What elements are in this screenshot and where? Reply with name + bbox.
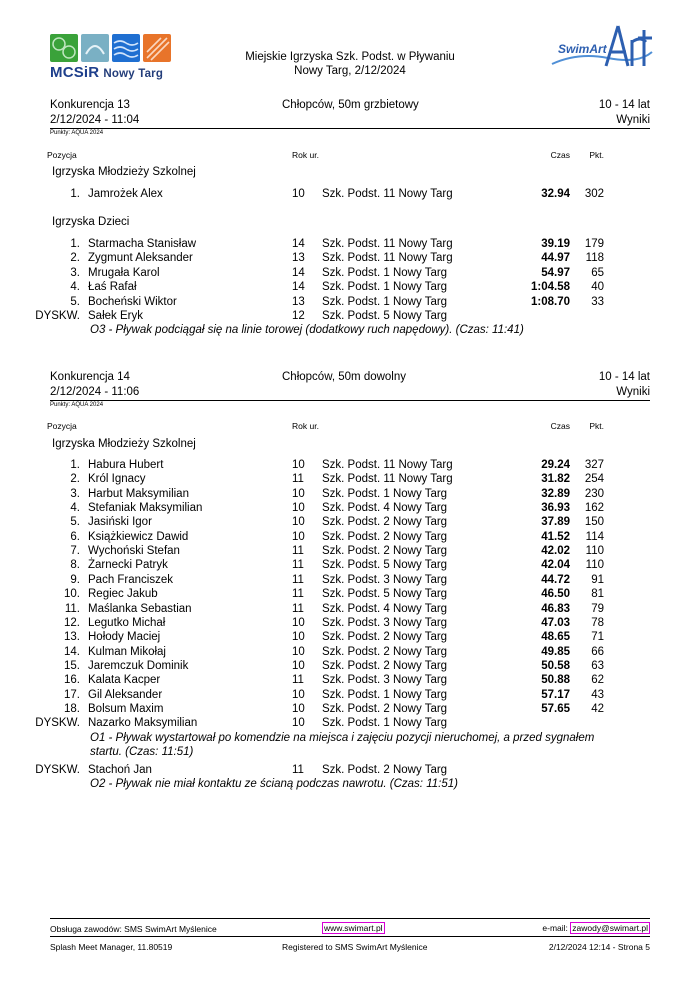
col-header-points: Pkt. <box>589 150 604 160</box>
result-time: 1:08.70 <box>530 295 570 308</box>
club-name: Szk. Podst. 2 Nowy Targ <box>322 702 448 715</box>
result-points: 40 <box>591 281 604 294</box>
table-row <box>0 473 700 487</box>
footer-organizer: Obsługa zawodów: SMS SwimArt Myślenice <box>50 924 217 934</box>
result-time: 46.50 <box>541 588 570 601</box>
col-header-pos: Pozycja <box>47 421 77 431</box>
swimmer-name: Wychoński Stefan <box>88 545 180 558</box>
result-points: 150 <box>584 516 604 529</box>
swimmer-name: Kulman Mikołaj <box>88 645 166 658</box>
result-position: 5. <box>70 295 80 308</box>
result-time: 36.93 <box>541 502 570 515</box>
event-13-age: 10 - 14 lat <box>598 99 650 111</box>
birth-year: 10 <box>292 659 305 672</box>
event-14-name: Chłopców, 50m dowolny <box>282 371 407 383</box>
result-time: 44.72 <box>541 573 570 586</box>
club-name: Szk. Podst. 2 Nowy Targ <box>322 545 448 558</box>
footer-website-link[interactable]: www.swimart.pl <box>324 923 383 933</box>
result-position: 11. <box>64 602 80 615</box>
swimmer-name: Bolsum Maxim <box>88 702 164 715</box>
result-position: 9. <box>70 573 80 586</box>
result-points: 179 <box>584 238 604 250</box>
table-row <box>0 488 700 502</box>
result-time: 29.24 <box>541 459 570 471</box>
result-points: 118 <box>585 252 604 265</box>
footer-divider <box>50 936 650 937</box>
result-points: 66 <box>591 645 604 658</box>
divider <box>50 128 650 129</box>
event-14-points-note: Punkty: AQUA 2024 <box>50 402 104 408</box>
swimmer-name: Jasiński Igor <box>88 516 152 529</box>
birth-year: 10 <box>292 502 305 515</box>
table-row <box>0 188 700 202</box>
club-name: Szk. Podst. 4 Nowy Targ <box>322 602 448 615</box>
result-time: 50.58 <box>541 659 570 672</box>
result-position: 3. <box>70 266 80 279</box>
disqualified-row <box>0 764 700 778</box>
club-name: Szk. Podst. 1 Nowy Targ <box>322 688 448 701</box>
birth-year: 10 <box>292 530 305 543</box>
result-points: 81 <box>591 588 604 601</box>
table-row <box>0 545 700 559</box>
club-name: Szk. Podst. 1 Nowy Targ <box>322 717 448 730</box>
birth-year: 10 <box>292 516 305 529</box>
divider <box>50 400 650 401</box>
result-points: 65 <box>591 266 604 279</box>
result-position: 12. <box>64 616 80 629</box>
table-row <box>0 588 700 602</box>
swimmer-name: Stachoń Jan <box>88 763 152 776</box>
swimmer-name: Legutko Michał <box>88 616 166 629</box>
result-position: 4. <box>70 281 80 294</box>
birth-year: 14 <box>292 281 305 294</box>
swimmer-name: Starmacha Stanisław <box>88 238 197 250</box>
result-position: 2. <box>70 252 80 265</box>
birth-year: 11 <box>292 559 304 572</box>
birth-year: 10 <box>292 459 305 471</box>
swimmer-name: Regiec Jakub <box>88 588 158 601</box>
table-row <box>0 689 700 703</box>
result-position: 6. <box>70 530 80 543</box>
birth-year: 10 <box>292 702 305 715</box>
result-position: DYSKW. <box>35 717 80 730</box>
result-position: 14. <box>64 645 80 658</box>
swimmer-name: Król Ignacy <box>88 473 146 486</box>
col-header-points: Pkt. <box>589 421 604 431</box>
swimmer-name: Kalata Kacper <box>88 674 161 687</box>
result-points: 43 <box>591 688 604 701</box>
event-14-datetime: 2/12/2024 - 11:06 <box>50 386 140 398</box>
table-row <box>0 267 700 281</box>
swimmer-name: Mrugała Karol <box>88 266 160 279</box>
club-name: Szk. Podst. 2 Nowy Targ <box>322 516 448 529</box>
group-title: Igrzyska Dzieci <box>52 216 130 228</box>
result-time: 48.65 <box>541 631 570 644</box>
result-position: 1. <box>70 459 80 471</box>
birth-year: 13 <box>292 252 305 265</box>
result-position: 4. <box>70 502 80 515</box>
result-time: 41.52 <box>541 530 570 543</box>
result-position: 2. <box>70 473 80 486</box>
result-points: 78 <box>591 616 604 629</box>
meet-subtitle: Nowy Targ, 2/12/2024 <box>294 65 406 77</box>
result-position: 5. <box>70 516 80 529</box>
birth-year: 10 <box>292 487 305 500</box>
swimmer-name: Maślanka Sebastian <box>88 602 192 615</box>
footer-email: e-mail: zawody@swimart.pl <box>542 923 648 933</box>
swimmer-name: Żarnecki Patryk <box>88 559 168 572</box>
event-13-datetime: 2/12/2024 - 11:04 <box>50 114 140 126</box>
result-position: 1. <box>70 188 80 200</box>
club-name: Szk. Podst. 2 Nowy Targ <box>322 659 448 672</box>
club-name: Szk. Podst. 2 Nowy Targ <box>322 645 448 658</box>
club-name: Szk. Podst. 5 Nowy Targ <box>322 559 448 572</box>
birth-year: 11 <box>292 674 304 687</box>
result-points: 230 <box>584 487 604 500</box>
birth-year: 10 <box>292 688 305 701</box>
meet-title: Miejskie Igrzyska Szk. Podst. w Pływaniu <box>245 51 455 63</box>
birth-year: 11 <box>292 573 304 586</box>
birth-year: 10 <box>292 188 305 200</box>
result-time: 42.02 <box>541 545 570 558</box>
col-header-year: Rok ur. <box>292 150 319 160</box>
result-points: 33 <box>591 295 604 308</box>
table-row <box>0 603 700 617</box>
table-row <box>0 502 700 516</box>
result-time: 49.85 <box>541 645 570 658</box>
result-points: 327 <box>584 459 604 471</box>
table-row <box>0 252 700 266</box>
result-time: 32.94 <box>541 188 570 200</box>
col-header-time: Czas <box>550 421 570 431</box>
club-name: Szk. Podst. 2 Nowy Targ <box>322 530 448 543</box>
result-points: 62 <box>591 674 604 687</box>
result-position: 7. <box>70 545 80 558</box>
table-row <box>0 646 700 660</box>
swimmer-name: Pach Franciszek <box>88 573 174 586</box>
swimmer-name: Bocheński Wiktor <box>88 295 177 308</box>
footer-printed: 2/12/2024 12:14 - Strona 5 <box>548 942 650 952</box>
birth-year: 10 <box>292 717 305 730</box>
table-row <box>0 531 700 545</box>
table-row <box>0 631 700 645</box>
result-points: 254 <box>584 473 604 486</box>
birth-year: 10 <box>292 645 305 658</box>
result-points: 162 <box>584 502 604 515</box>
disqualified-row <box>0 310 700 324</box>
swimmer-name: Jaremczuk Dominik <box>88 659 189 672</box>
footer-registered: Registered to SMS SwimArt Myślenice <box>282 942 428 952</box>
result-position: 3. <box>70 487 80 500</box>
swimmer-name: Hołody Maciej <box>88 631 161 644</box>
club-name: Szk. Podst. 5 Nowy Targ <box>322 310 448 322</box>
result-position: DYSKW. <box>35 763 80 776</box>
swimmer-name: Jamrożek Alex <box>88 188 163 200</box>
table-row <box>0 617 700 631</box>
result-time: 37.89 <box>541 516 570 529</box>
club-name: Szk. Podst. 11 Nowy Targ <box>322 238 453 250</box>
footer-email-link[interactable]: zawody@swimart.pl <box>572 923 648 933</box>
result-points: 63 <box>591 659 604 672</box>
swimmer-name: Łaś Rafał <box>88 281 137 294</box>
mcsir-logo-text: MCSiR Nowy Targ <box>50 64 164 81</box>
result-position: 17. <box>64 688 80 701</box>
result-points: 71 <box>591 631 604 644</box>
result-position: 18. <box>64 702 80 715</box>
swimmer-name: Zygmunt Aleksander <box>88 252 193 265</box>
club-name: Szk. Podst. 1 Nowy Targ <box>322 295 448 308</box>
result-time: 42.04 <box>541 559 570 572</box>
birth-year: 11 <box>292 602 304 615</box>
footer-divider <box>50 918 650 919</box>
club-name: Szk. Podst. 11 Nowy Targ <box>322 188 453 200</box>
group-title: Igrzyska Młodzieży Szkolnej <box>52 166 196 178</box>
result-time: 39.19 <box>541 238 570 250</box>
event-14-kind: Wyniki <box>616 386 650 398</box>
result-position: 8. <box>70 559 80 572</box>
club-name: Szk. Podst. 5 Nowy Targ <box>322 588 448 601</box>
swimmer-name: Sałek Eryk <box>88 310 143 322</box>
table-row <box>0 703 700 717</box>
result-time: 47.03 <box>541 616 570 629</box>
result-position: 13. <box>64 631 80 644</box>
result-position: DYSKW. <box>35 310 80 322</box>
birth-year: 14 <box>292 238 305 250</box>
result-points: 91 <box>591 573 604 586</box>
footer-software: Splash Meet Manager, 11.80519 <box>50 942 173 952</box>
result-points: 42 <box>591 702 604 715</box>
club-name: Szk. Podst. 11 Nowy Targ <box>322 459 453 471</box>
birth-year: 11 <box>292 545 304 558</box>
birth-year: 12 <box>292 310 305 322</box>
event-13-kind: Wyniki <box>616 114 650 126</box>
club-name: Szk. Podst. 2 Nowy Targ <box>322 763 448 776</box>
club-name: Szk. Podst. 3 Nowy Targ <box>322 674 448 687</box>
club-name: Szk. Podst. 1 Nowy Targ <box>322 281 448 294</box>
swimmer-name: Stefaniak Maksymilian <box>88 502 203 515</box>
result-time: 50.88 <box>541 674 570 687</box>
event-13-title: Konkurencja 13 <box>50 99 130 111</box>
result-time: 57.65 <box>541 702 570 715</box>
table-row <box>0 238 700 252</box>
club-name: Szk. Podst. 3 Nowy Targ <box>322 573 448 586</box>
birth-year: 10 <box>292 631 305 644</box>
disqualification-note: O1 - Pływak wystartował po komendzie na miejsca i zajęciu pozycji nieruchomej, a przed sygnałem startu. (Czas: 11:51) <box>90 731 595 758</box>
result-points: 114 <box>585 530 604 543</box>
disqualification-note: O2 - Pływak nie miał kontaktu ze ścianą podczas nawrotu. (Czas: 11:51) <box>90 778 458 790</box>
swimmer-name: Harbut Maksymilian <box>88 487 189 500</box>
swimmer-name: Habura Hubert <box>88 459 164 471</box>
club-name: Szk. Podst. 2 Nowy Targ <box>322 631 448 644</box>
table-row <box>0 459 700 473</box>
result-position: 15. <box>64 659 80 672</box>
event-13-points-note: Punkty: AQUA 2024 <box>50 130 104 136</box>
birth-year: 11 <box>292 763 304 776</box>
table-row <box>0 674 700 688</box>
table-row <box>0 574 700 588</box>
swimart-logo-text: SwimArt <box>558 42 607 56</box>
club-name: Szk. Podst. 4 Nowy Targ <box>322 502 448 515</box>
result-position: 16. <box>64 674 80 687</box>
table-row <box>0 281 700 295</box>
birth-year: 14 <box>292 266 305 279</box>
result-time: 31.82 <box>541 473 570 486</box>
result-time: 44.97 <box>541 252 570 265</box>
birth-year: 13 <box>292 295 305 308</box>
group-title: Igrzyska Młodzieży Szkolnej <box>52 438 196 450</box>
club-name: Szk. Podst. 11 Nowy Targ <box>322 473 453 486</box>
result-time: 1:04.58 <box>530 281 570 294</box>
result-points: 110 <box>585 559 604 572</box>
club-name: Szk. Podst. 3 Nowy Targ <box>322 616 448 629</box>
swimmer-name: Gil Aleksander <box>88 688 163 701</box>
club-name: Szk. Podst. 11 Nowy Targ <box>322 252 453 265</box>
disqualification-note: O3 - Pływak podciągał się na linie torowej (dodatkowy ruch napędowy). (Czas: 11:41) <box>90 324 524 337</box>
disqualified-row <box>0 717 700 731</box>
birth-year: 11 <box>292 588 304 601</box>
swimmer-name: Nazarko Maksymilian <box>88 717 198 730</box>
result-time: 54.97 <box>541 266 570 279</box>
result-time: 57.17 <box>541 688 570 701</box>
result-time: 46.83 <box>541 602 570 615</box>
result-position: 10. <box>64 588 80 601</box>
event-14-age: 10 - 14 lat <box>598 371 650 383</box>
table-row <box>0 516 700 530</box>
birth-year: 11 <box>292 473 304 486</box>
birth-year: 10 <box>292 616 305 629</box>
col-header-pos: Pozycja <box>47 150 77 160</box>
event-14-title: Konkurencja 14 <box>50 371 130 383</box>
result-time: 32.89 <box>541 487 570 500</box>
result-position: 1. <box>70 238 80 250</box>
event-13-name: Chłopców, 50m grzbietowy <box>282 99 419 111</box>
swimart-logo <box>548 22 656 78</box>
club-name: Szk. Podst. 1 Nowy Targ <box>322 487 448 500</box>
col-header-year: Rok ur. <box>292 421 319 431</box>
result-points: 302 <box>584 188 604 200</box>
result-points: 110 <box>585 545 604 558</box>
table-row <box>0 296 700 310</box>
result-points: 79 <box>591 602 604 615</box>
col-header-time: Czas <box>550 150 570 160</box>
club-name: Szk. Podst. 1 Nowy Targ <box>322 266 448 279</box>
table-row <box>0 559 700 573</box>
swimmer-name: Książkiewicz Dawid <box>88 530 189 543</box>
table-row <box>0 660 700 674</box>
